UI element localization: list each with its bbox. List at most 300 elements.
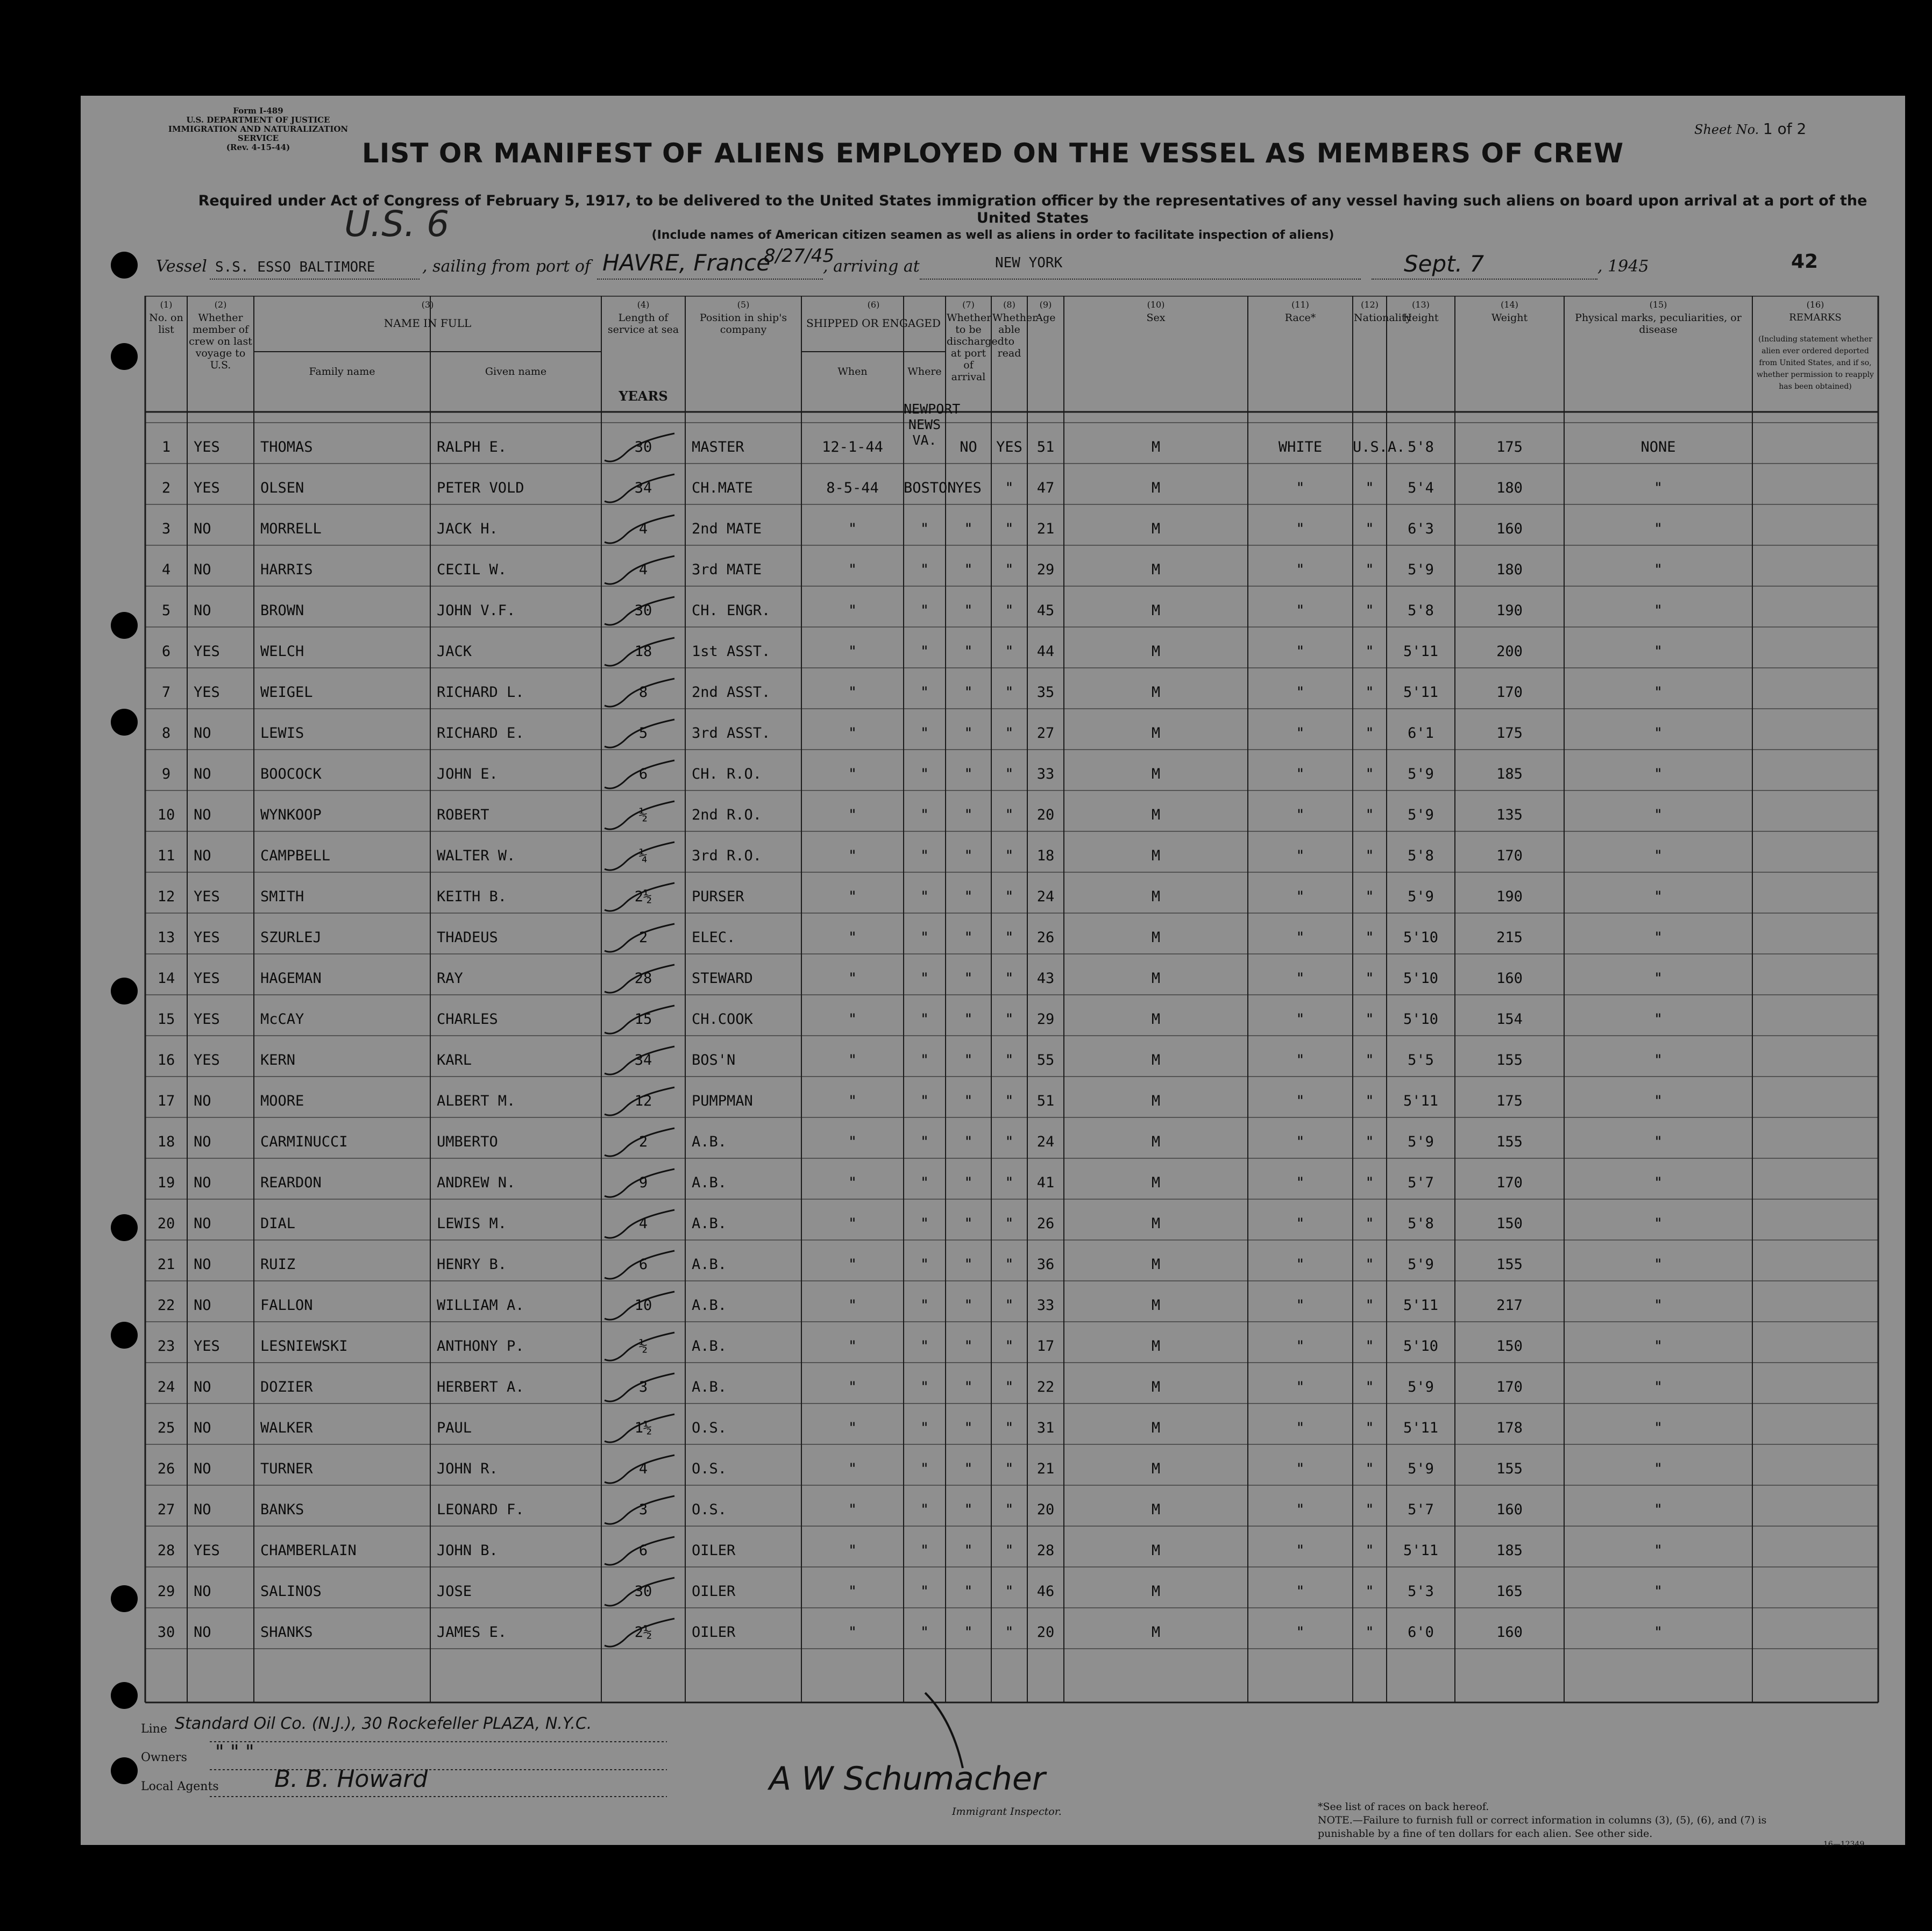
cell-position: PUMPMAN — [692, 1093, 753, 1109]
cell-given: ROBERT — [437, 807, 489, 823]
cell-race: " — [1296, 1093, 1305, 1109]
cell-age: 29 — [1036, 1011, 1055, 1028]
cell-given: KARL — [437, 1052, 472, 1068]
cell-race: " — [1296, 480, 1305, 496]
cell-family: WEIGEL — [260, 684, 313, 701]
cell-when: " — [848, 766, 857, 782]
cell-height: 5'7 — [1408, 1501, 1434, 1518]
column-subheader: Family name — [309, 366, 375, 377]
departure-port: HAVRE, France — [602, 250, 771, 276]
cell-position: BOS'N — [692, 1052, 736, 1068]
cell-where: BOSTON — [904, 480, 956, 496]
cell-read: " — [1005, 1624, 1014, 1641]
cell-age: 51 — [1036, 439, 1055, 455]
cell-sex: M — [1151, 480, 1161, 496]
cell-crew: NO — [194, 1624, 211, 1641]
column-header: Whether member of crew on last voyage to U.S. — [189, 312, 252, 371]
cell-disch: " — [964, 1011, 973, 1028]
cell-height: 5'9 — [1408, 1379, 1434, 1395]
cell-crew: YES — [194, 888, 220, 905]
cell-no: 15 — [157, 1011, 175, 1028]
cell-disch: " — [964, 1052, 973, 1068]
cell-where: " — [920, 1297, 929, 1314]
cell-years: 4 — [638, 1215, 648, 1232]
cell-age: 51 — [1036, 1093, 1055, 1109]
cell-family: McCAY — [260, 1011, 304, 1028]
cell-marks: " — [1653, 1379, 1663, 1395]
cell-disch: " — [964, 1134, 973, 1150]
cell-race: " — [1296, 1460, 1305, 1477]
cell-where: " — [920, 1256, 929, 1273]
cell-family: FALLON — [260, 1297, 313, 1314]
cell-no: 25 — [157, 1420, 175, 1436]
cell-sex: M — [1151, 1174, 1161, 1191]
cell-given: HENRY B. — [437, 1256, 507, 1273]
column-number: (15) — [1649, 300, 1667, 310]
cell-no: 28 — [157, 1542, 175, 1559]
cell-family: SZURLEJ — [260, 929, 322, 946]
cell-sex: M — [1151, 1624, 1161, 1641]
cell-disch: " — [964, 847, 973, 864]
cell-read: " — [1005, 1215, 1014, 1232]
cell-where: " — [920, 684, 929, 701]
cell-given: RICHARD E. — [437, 725, 524, 742]
cell-years: 34 — [634, 480, 652, 496]
cell-weight: 180 — [1496, 561, 1523, 578]
cell-given: PAUL — [437, 1420, 472, 1436]
cell-height: 5'9 — [1408, 561, 1434, 578]
cell-years: 6 — [638, 766, 648, 782]
cell-family: CHAMBERLAIN — [260, 1542, 357, 1559]
cell-age: 27 — [1036, 725, 1055, 742]
cell-race: " — [1296, 807, 1305, 823]
cell-nat: " — [1365, 1052, 1374, 1068]
cell-age: 21 — [1036, 521, 1055, 537]
cell-sex: M — [1151, 1501, 1161, 1518]
cell-crew: NO — [194, 1174, 211, 1191]
cell-read: " — [1005, 847, 1014, 864]
column-number: (5) — [737, 300, 750, 310]
column-header: Race* — [1284, 312, 1316, 324]
cell-race: " — [1296, 521, 1305, 537]
cell-given: RAY — [437, 970, 463, 987]
cell-given: ANDREW N. — [437, 1174, 516, 1191]
cell-marks: " — [1653, 1093, 1663, 1109]
cell-age: 22 — [1036, 1379, 1055, 1395]
cell-years: ½ — [638, 1338, 648, 1355]
cell-position: A.B. — [692, 1338, 727, 1355]
cell-weight: 215 — [1496, 929, 1523, 946]
cell-when: " — [848, 1542, 857, 1559]
line-value: Standard Oil Co. (N.J.), 30 Rockefeller PLAZA, N.Y.C. — [175, 1714, 592, 1733]
column-number: (6) — [867, 300, 880, 310]
cell-race: " — [1296, 684, 1305, 701]
cell-position: CH. R.O. — [692, 766, 762, 782]
cell-read: " — [1005, 1052, 1014, 1068]
cell-no: 22 — [157, 1297, 175, 1314]
cell-age: 24 — [1036, 888, 1055, 905]
cell-disch: " — [964, 1583, 973, 1600]
cell-years: 4 — [638, 1460, 648, 1477]
cell-disch: " — [964, 1174, 973, 1191]
page-number: 42 — [1791, 251, 1819, 273]
cell-given: JAMES E. — [437, 1624, 507, 1641]
cell-race: WHITE — [1278, 439, 1323, 455]
cell-when: 12-1-44 — [822, 439, 883, 455]
cell-marks: " — [1653, 521, 1663, 537]
cell-weight: 190 — [1496, 888, 1523, 905]
cell-read: " — [1005, 1583, 1014, 1600]
manifest-sheet — [81, 96, 1905, 1849]
cell-race: " — [1296, 602, 1305, 619]
cell-no: 6 — [161, 643, 171, 660]
cell-sex: M — [1151, 1542, 1161, 1559]
cell-weight: 155 — [1496, 1256, 1523, 1273]
cell-age: 26 — [1036, 929, 1055, 946]
cell-years: 3 — [638, 1501, 648, 1518]
cell-read: " — [1005, 1174, 1014, 1191]
cell-given: RALPH E. — [437, 439, 507, 455]
cell-height: 5'5 — [1408, 1052, 1434, 1068]
cell-position: A.B. — [692, 1215, 727, 1232]
cell-read: " — [1005, 1093, 1014, 1109]
cell-race: " — [1296, 1420, 1305, 1436]
cell-disch: " — [964, 1379, 973, 1395]
cell-where: " — [920, 1215, 929, 1232]
cell-age: 31 — [1036, 1420, 1055, 1436]
cell-given: JOSE — [437, 1583, 472, 1600]
cell-disch: " — [964, 970, 973, 987]
cell-nat: " — [1365, 1624, 1374, 1641]
vessel-line — [156, 245, 1823, 289]
cell-weight: 160 — [1496, 970, 1523, 987]
cell-disch: " — [964, 643, 973, 660]
cell-no: 29 — [157, 1583, 175, 1600]
cell-no: 2 — [161, 480, 171, 496]
cell-read: " — [1005, 602, 1014, 619]
cell-when: " — [848, 807, 857, 823]
cell-given: HERBERT A. — [437, 1379, 524, 1395]
cell-age: 33 — [1036, 1297, 1055, 1314]
cell-crew: YES — [194, 1338, 220, 1355]
cell-disch: " — [964, 561, 973, 578]
arrival-port: NEW YORK — [995, 255, 1063, 271]
column-subheader: When — [837, 366, 868, 377]
cell-read: YES — [996, 439, 1022, 455]
cell-no: 19 — [157, 1174, 175, 1191]
cell-when: " — [848, 602, 857, 619]
vessel-name: S.S. ESSO BALTIMORE — [215, 259, 375, 275]
departure-date-note: 8/27/45 — [764, 245, 835, 267]
line-label: Line — [141, 1722, 167, 1736]
cell-sex: M — [1151, 643, 1161, 660]
cell-marks: " — [1653, 1256, 1663, 1273]
cell-family: CAMPBELL — [260, 847, 331, 864]
cell-where: " — [920, 970, 929, 987]
cell-position: 1st ASST. — [692, 643, 771, 660]
cell-race: " — [1296, 1501, 1305, 1518]
arrival-date: Sept. 7 — [1404, 251, 1484, 277]
cell-where: " — [920, 521, 929, 537]
cell-marks: " — [1653, 888, 1663, 905]
form-number: Form I-489 — [233, 106, 283, 116]
cell-family: BROWN — [260, 602, 304, 619]
cell-weight: 155 — [1496, 1460, 1523, 1477]
cell-disch: NO — [960, 439, 977, 455]
cell-no: 9 — [161, 766, 171, 782]
cell-read: " — [1005, 1379, 1014, 1395]
sheet-value: 1 of 2 — [1763, 120, 1807, 138]
cell-sex: M — [1151, 1256, 1161, 1273]
column-number: (13) — [1412, 300, 1430, 310]
cell-sex: M — [1151, 439, 1161, 455]
cell-height: 5'10 — [1403, 1011, 1439, 1028]
cell-crew: NO — [194, 1297, 211, 1314]
cell-disch: " — [964, 1624, 973, 1641]
cell-disch: " — [964, 1420, 973, 1436]
cell-when: " — [848, 1052, 857, 1068]
cell-family: DIAL — [260, 1215, 296, 1232]
cell-sex: M — [1151, 1460, 1161, 1477]
cell-years: 30 — [634, 1583, 652, 1600]
cell-crew: NO — [194, 1420, 211, 1436]
cell-marks: " — [1653, 561, 1663, 578]
cell-years: ¼ — [638, 847, 648, 864]
cell-race: " — [1296, 888, 1305, 905]
cell-position: A.B. — [692, 1256, 727, 1273]
cell-position: PURSER — [692, 888, 744, 905]
cell-when: " — [848, 521, 857, 537]
cell-given: JOHN E. — [437, 766, 498, 782]
cell-family: HARRIS — [260, 561, 313, 578]
cell-family: BOOCOCK — [260, 766, 322, 782]
cell-years: 1½ — [634, 1420, 652, 1436]
cell-nat: " — [1365, 807, 1374, 823]
cell-position: 2nd MATE — [692, 521, 762, 537]
cell-weight: 175 — [1496, 439, 1523, 455]
cell-height: 5'8 — [1408, 602, 1434, 619]
cell-family: REARDON — [260, 1174, 322, 1191]
cell-position: CH.COOK — [692, 1011, 753, 1028]
cell-height: 5'11 — [1403, 684, 1439, 701]
cell-no: 1 — [161, 439, 171, 455]
cell-crew: NO — [194, 766, 211, 782]
cell-position: A.B. — [692, 1379, 727, 1395]
cell-years: 2 — [638, 1134, 648, 1150]
cell-crew: YES — [194, 929, 220, 946]
cell-position: A.B. — [692, 1297, 727, 1314]
cell-sex: M — [1151, 1583, 1161, 1600]
cell-nat: " — [1365, 480, 1374, 496]
cell-race: " — [1296, 1338, 1305, 1355]
cell-position: 3rd MATE — [692, 561, 762, 578]
cell-read: " — [1005, 1420, 1014, 1436]
cell-nat: " — [1365, 643, 1374, 660]
inspector-label: Immigrant Inspector. — [952, 1806, 1062, 1818]
cell-disch: " — [964, 888, 973, 905]
cell-when: " — [848, 561, 857, 578]
column-number: (14) — [1501, 300, 1518, 310]
cell-where: " — [920, 1583, 929, 1600]
cell-where: " — [920, 1542, 929, 1559]
cell-disch: " — [964, 1093, 973, 1109]
cell-when: " — [848, 1624, 857, 1641]
cell-sex: M — [1151, 725, 1161, 742]
cell-position: 2nd ASST. — [692, 684, 771, 701]
cell-years: 4 — [638, 521, 648, 537]
cell-height: 5'10 — [1403, 970, 1439, 987]
cell-race: " — [1296, 1624, 1305, 1641]
cell-age: 26 — [1036, 1215, 1055, 1232]
cell-race: " — [1296, 1256, 1305, 1273]
cell-marks: " — [1653, 1583, 1663, 1600]
subtitle: Required under Act of Congress of February 5, 1917, to be delivered to the United States immigration officer by the representatives of any vessel having such aliens on board upon arrival at a port of the United States — [198, 193, 1867, 226]
cell-when: " — [848, 725, 857, 742]
cell-nat: " — [1365, 725, 1374, 742]
cell-years: 6 — [638, 1256, 648, 1273]
cell-age: 20 — [1036, 807, 1055, 823]
cell-no: 16 — [157, 1052, 175, 1068]
cell-disch: " — [964, 1542, 973, 1559]
cell-nat: " — [1365, 1297, 1374, 1314]
cell-where: " — [920, 1501, 929, 1518]
cell-race: " — [1296, 1011, 1305, 1028]
cell-age: 46 — [1036, 1583, 1055, 1600]
cell-age: 55 — [1036, 1052, 1055, 1068]
cell-race: " — [1296, 970, 1305, 987]
cell-weight: 200 — [1496, 643, 1523, 660]
cell-nat: " — [1365, 970, 1374, 987]
cell-where: NEWPORT NEWS VA. — [904, 401, 961, 448]
cell-weight: 155 — [1496, 1134, 1523, 1150]
cell-nat: " — [1365, 684, 1374, 701]
cell-when: " — [848, 643, 857, 660]
cell-weight: 160 — [1496, 521, 1523, 537]
cell-marks: " — [1653, 480, 1663, 496]
cell-years: 4 — [638, 561, 648, 578]
cell-given: CHARLES — [437, 1011, 498, 1028]
cell-marks: " — [1653, 1215, 1663, 1232]
cell-no: 26 — [157, 1460, 175, 1477]
cell-family: SHANKS — [260, 1624, 313, 1641]
races-note: *See list of races on back hereof. — [1318, 1801, 1489, 1813]
cell-crew: NO — [194, 847, 211, 864]
cell-crew: NO — [194, 561, 211, 578]
column-number: (16) — [1806, 300, 1824, 310]
cell-nat: " — [1365, 847, 1374, 864]
cell-weight: 170 — [1496, 684, 1523, 701]
cell-age: 20 — [1036, 1624, 1055, 1641]
cell-given: PETER VOLD — [437, 480, 524, 496]
cell-given: JOHN B. — [437, 1542, 498, 1559]
cell-marks: " — [1653, 970, 1663, 987]
cell-where: " — [920, 888, 929, 905]
cell-crew: YES — [194, 684, 220, 701]
subtitle-note: (Include names of American citizen seamen as well as aliens in order to facilitate inspection of aliens) — [651, 229, 1334, 242]
cell-years: 2½ — [634, 888, 652, 905]
cell-nat: " — [1365, 929, 1374, 946]
cell-disch: " — [964, 1256, 973, 1273]
cell-race: " — [1296, 725, 1305, 742]
cell-height: 5'11 — [1403, 1297, 1439, 1314]
cell-height: 5'4 — [1408, 480, 1434, 496]
cell-family: LESNIEWSKI — [260, 1338, 348, 1355]
cell-no: 7 — [161, 684, 171, 701]
cell-nat: " — [1365, 1011, 1374, 1028]
agents-value: B. B. Howard — [274, 1765, 428, 1793]
cell-read: " — [1005, 1460, 1014, 1477]
cell-nat: " — [1365, 1174, 1374, 1191]
cell-marks: " — [1653, 1338, 1663, 1355]
cell-age: 20 — [1036, 1501, 1055, 1518]
cell-age: 17 — [1036, 1338, 1055, 1355]
cell-sex: M — [1151, 970, 1161, 987]
cell-when: " — [848, 1093, 857, 1109]
cell-crew: YES — [194, 970, 220, 987]
column-header: SHIPPED OR ENGAGED — [806, 317, 941, 330]
cell-given: ANTHONY P. — [437, 1338, 524, 1355]
cell-when: " — [848, 684, 857, 701]
cell-read: " — [1005, 521, 1014, 537]
cell-read: " — [1005, 929, 1014, 946]
column-header: Physical marks, peculiarities, or disease — [1575, 312, 1742, 336]
cell-where: " — [920, 1174, 929, 1191]
cell-where: " — [920, 1093, 929, 1109]
cell-age: 35 — [1036, 684, 1055, 701]
cell-when: " — [848, 1379, 857, 1395]
cell-nat: " — [1365, 1215, 1374, 1232]
cell-family: WALKER — [260, 1420, 313, 1436]
cell-years: 2½ — [634, 1624, 652, 1641]
cell-sex: M — [1151, 1379, 1161, 1395]
cell-marks: " — [1653, 643, 1663, 660]
cell-disch: " — [964, 1215, 973, 1232]
cell-read: " — [1005, 480, 1014, 496]
sheet-number — [1694, 120, 1806, 138]
cell-family: THOMAS — [260, 439, 313, 455]
cell-disch: " — [964, 929, 973, 946]
cell-sex: M — [1151, 521, 1161, 537]
cell-sex: M — [1151, 1338, 1161, 1355]
cell-years: 8 — [638, 684, 648, 701]
cell-when: " — [848, 929, 857, 946]
cell-given: KEITH B. — [437, 888, 507, 905]
cell-age: 29 — [1036, 561, 1055, 578]
cell-crew: YES — [194, 1542, 220, 1559]
cell-crew: NO — [194, 725, 211, 742]
penalty-note: NOTE.—Failure to furnish full or correct information in columns (3), (5), (6), and (7) is punishable by a fine of ten dollars for each alien. See other side. — [1318, 1814, 1767, 1840]
revision: (Rev. 4-15-44) — [226, 142, 290, 152]
cell-height: 5'11 — [1403, 1542, 1439, 1559]
sailing-label: , sailing from port of — [422, 257, 591, 276]
column-header: Whether to be discharged at port of arrival — [947, 312, 1004, 383]
cell-height: 5'10 — [1403, 1338, 1439, 1355]
cell-marks: NONE — [1640, 439, 1676, 455]
cell-given: WALTER W. — [437, 847, 516, 864]
agents-label: Local Agents — [141, 1780, 219, 1793]
cell-marks: " — [1653, 725, 1663, 742]
department: U.S. DEPARTMENT OF JUSTICE — [186, 115, 330, 125]
column-number: (4) — [637, 300, 650, 310]
column-number: (8) — [1003, 300, 1015, 310]
cell-where: " — [920, 766, 929, 782]
cell-weight: 160 — [1496, 1624, 1523, 1641]
cell-nat: " — [1365, 602, 1374, 619]
column-number: (9) — [1039, 300, 1052, 310]
handwritten-mark: U.S. 6 — [344, 203, 450, 245]
cell-sex: M — [1151, 684, 1161, 701]
owners-label: Owners — [141, 1751, 187, 1764]
